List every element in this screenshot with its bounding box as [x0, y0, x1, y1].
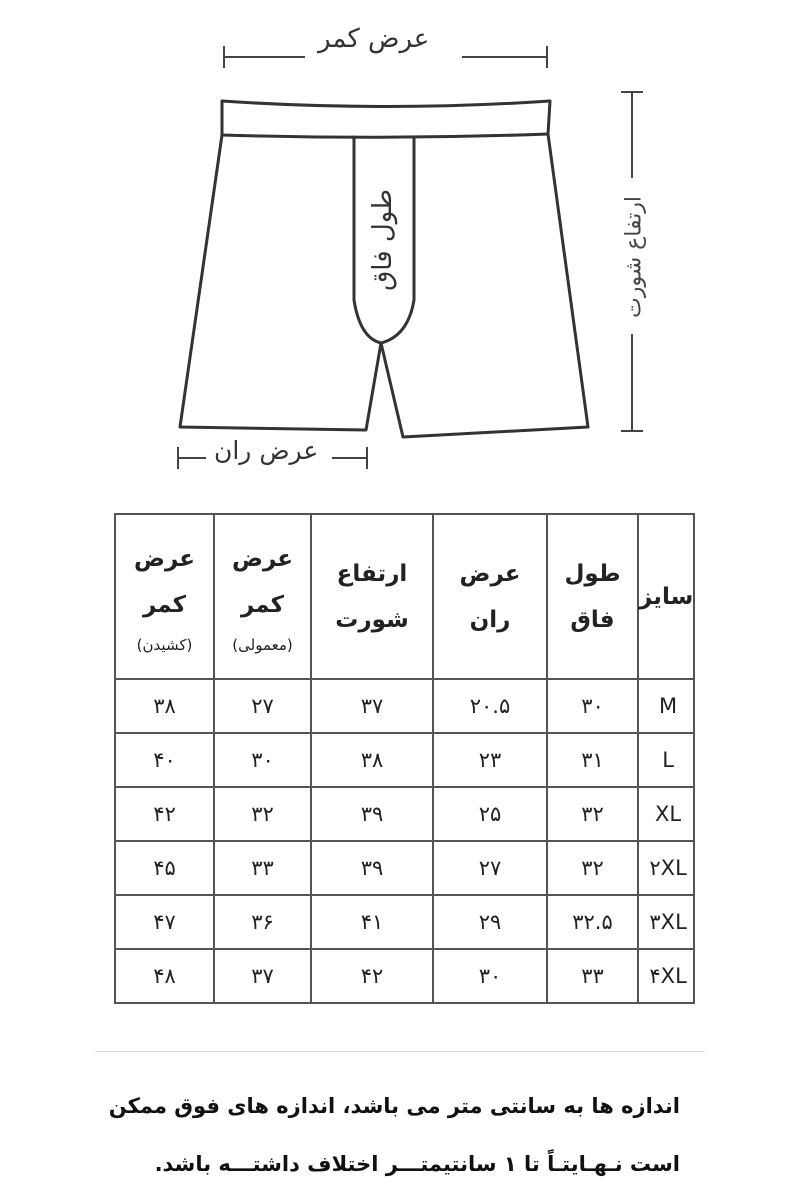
header-short-height	[311, 514, 433, 679]
header-note: (کشیدن)	[136, 635, 193, 654]
header-text: فاق	[570, 606, 615, 633]
table-header-row	[115, 514, 694, 679]
cell-waist-normal: ۳۶	[214, 895, 311, 949]
cell-crotch-length: ۳۲.۵	[547, 895, 638, 949]
waist-width-label: عرض کمر	[318, 24, 430, 54]
short-height-label: ارتفاع شورت	[621, 196, 647, 318]
cell-short-height: ۴۱	[311, 895, 433, 949]
header-text: ران	[469, 606, 511, 633]
header-text: عرض	[232, 545, 293, 572]
header-crotch-length	[547, 514, 638, 679]
header-text: سایز	[639, 583, 694, 610]
note-line: است نـهـایتـاً تا ۱ سانتیمتـــر اختلاف داشتـــه باشد.	[154, 1152, 680, 1176]
header-waist-normal	[214, 514, 311, 679]
note-line: اندازه ها به سانتی متر می باشد، اندازه های فوق ممکن	[108, 1094, 680, 1118]
cell-size: L	[638, 733, 694, 787]
header-text: کمر	[142, 591, 187, 618]
cell-size: ۲XL	[638, 841, 694, 895]
table-row	[115, 895, 694, 949]
table-row	[115, 949, 694, 1003]
cell-short-height: ۴۲	[311, 949, 433, 1003]
cell-short-height: ۳۷	[311, 679, 433, 733]
cell-short-height: ۳۸	[311, 733, 433, 787]
divider	[95, 1051, 705, 1052]
cell-crotch-length: ۳۲	[547, 787, 638, 841]
cell-waist-normal: ۳۲	[214, 787, 311, 841]
cell-crotch-length: ۳۳	[547, 949, 638, 1003]
cell-size: XL	[638, 787, 694, 841]
cell-crotch-length: ۳۲	[547, 841, 638, 895]
cell-thigh-width: ۳۰	[433, 949, 547, 1003]
cell-crotch-length: ۳۱	[547, 733, 638, 787]
cell-waist-stretched: ۴۲	[115, 787, 214, 841]
thigh-width-label: عرض ران	[214, 436, 319, 465]
header-text: شورت	[335, 606, 409, 633]
cell-short-height: ۳۹	[311, 841, 433, 895]
cell-waist-stretched: ۳۸	[115, 679, 214, 733]
cell-size: M	[638, 679, 694, 733]
cell-thigh-width: ۲۰.۵	[433, 679, 547, 733]
measurement-note	[100, 1090, 680, 1180]
cell-waist-normal: ۳۰	[214, 733, 311, 787]
cell-waist-stretched: ۴۸	[115, 949, 214, 1003]
header-text: عرض	[459, 560, 521, 587]
cell-waist-normal: ۲۷	[214, 679, 311, 733]
cell-thigh-width: ۲۳	[433, 733, 547, 787]
cell-thigh-width: ۲۵	[433, 787, 547, 841]
cell-size: ۴XL	[638, 949, 694, 1003]
header-waist-stretched	[115, 514, 214, 679]
cell-crotch-length: ۳۰	[547, 679, 638, 733]
cell-size: ۳XL	[638, 895, 694, 949]
header-thigh-width	[433, 514, 547, 679]
header-note: (معمولی)	[232, 635, 293, 654]
cell-waist-normal: ۳۷	[214, 949, 311, 1003]
table-row	[115, 733, 694, 787]
crotch-length-label: طول فاق	[368, 189, 398, 291]
cell-waist-stretched: ۴۷	[115, 895, 214, 949]
boxer-shorts-illustration	[0, 0, 800, 480]
header-size	[638, 514, 694, 679]
header-text: کمر	[240, 591, 285, 618]
cell-short-height: ۳۹	[311, 787, 433, 841]
size-chart-table	[114, 513, 695, 1004]
table-row	[115, 787, 694, 841]
header-text: عرض	[134, 545, 195, 572]
table-row	[115, 841, 694, 895]
cell-thigh-width: ۲۹	[433, 895, 547, 949]
cell-waist-normal: ۳۳	[214, 841, 311, 895]
size-diagram	[0, 0, 800, 480]
cell-thigh-width: ۲۷	[433, 841, 547, 895]
cell-waist-stretched: ۴۰	[115, 733, 214, 787]
header-text: ارتفاع	[336, 560, 408, 587]
cell-waist-stretched: ۴۵	[115, 841, 214, 895]
header-text: طول	[564, 560, 621, 587]
table-row	[115, 679, 694, 733]
